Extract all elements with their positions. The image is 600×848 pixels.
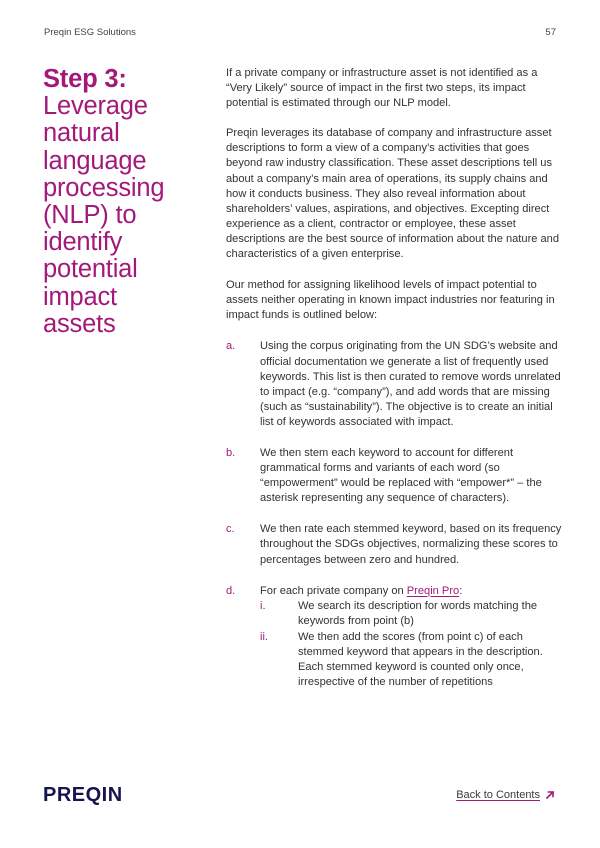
list-item xyxy=(226,339,562,430)
preqin-pro-link[interactable]: Preqin Pro xyxy=(406,584,460,597)
heading-line: identify xyxy=(43,228,123,257)
back-to-contents-link[interactable] xyxy=(456,789,556,801)
list-item xyxy=(226,522,562,567)
heading-line: processing xyxy=(43,173,165,202)
preqin-logo: PREQIN xyxy=(43,784,123,806)
section-heading xyxy=(43,66,203,338)
list-text: For each private company on xyxy=(260,584,407,597)
heading-line: Leverage xyxy=(43,92,148,121)
list-text: We then rate each stemmed keyword, based on its frequency throughout the SDGs objectives, normalizing these scores to percentages between zero and hundred. xyxy=(260,523,562,566)
sub-list-item xyxy=(260,599,562,629)
paragraph: If a private company or infrastructure asset is not identified as a “Very Likely” source of impact in the first two steps, its impact potential is estimated through our NLP model. xyxy=(226,67,538,110)
sub-steps xyxy=(260,599,562,691)
paragraph: Preqin leverages its database of company and infrastructure asset descriptions to form a view of a company’s activities that goes beyond raw industry classification. These asset descriptions tell us about a company’s main area of operations, its supply chains and how it conducts business. They also reveal information about shareholders’ values, aspirations, and objectives. Excepting direct experience as a client, contractor or employee, these asset descriptions are the best source of information about the nature and characteristics of a given enterprise. xyxy=(226,127,560,261)
main-content xyxy=(226,66,562,691)
heading-line: language xyxy=(43,146,147,175)
sub-list-marker: i. xyxy=(260,599,266,612)
list-marker: b. xyxy=(226,446,236,459)
list-marker: d. xyxy=(226,584,236,597)
page-number: 57 xyxy=(545,27,556,38)
heading-line: assets xyxy=(43,309,116,338)
back-link-label[interactable]: Back to Contents xyxy=(456,789,540,801)
heading-line: (NLP) to xyxy=(43,201,137,230)
list-text: Using the corpus originating from the UN SDG’s website and official documentation we generate a list of frequently used keywords. This list is then curated to remove words unrelated to impact (e.g. “company”), and add words that are missing (such as “sustainability”). The objective is to create an initial list of keywords associated with impact. xyxy=(260,340,561,428)
header-brand: Preqin ESG Solutions xyxy=(44,27,136,38)
list-text: We then stem each keyword to account for different grammatical forms and variants of each word (so “empowerment” would be replaced with “empower*” – the asterisk representing any sequence of characters). xyxy=(260,446,542,505)
heading-line: potential xyxy=(43,255,138,284)
list-item xyxy=(226,446,562,506)
paragraph: Our method for assigning likelihood levels of impact potential to assets neither operating in known impact industries nor featuring in impact funds is outlined below: xyxy=(226,279,555,322)
sub-list-marker: ii. xyxy=(260,630,269,643)
list-item xyxy=(226,584,562,691)
heading-line: natural xyxy=(43,119,120,148)
sub-list-item xyxy=(260,630,562,690)
list-marker: a. xyxy=(226,340,236,353)
list-text-suffix: : xyxy=(459,584,463,597)
step-label: Step 3: xyxy=(43,65,127,93)
heading-line: impact xyxy=(43,282,117,311)
method-steps xyxy=(226,339,562,690)
sub-list-text: We search its description for words matching the keywords from point (b) xyxy=(298,599,538,627)
arrow-up-right-icon xyxy=(544,789,556,801)
list-marker: c. xyxy=(226,523,235,536)
sub-list-text: We then add the scores (from point c) of each stemmed keyword that appears in the description. Each stemmed keyword is counted only once, irrespective of the number of repetitions xyxy=(298,630,543,689)
